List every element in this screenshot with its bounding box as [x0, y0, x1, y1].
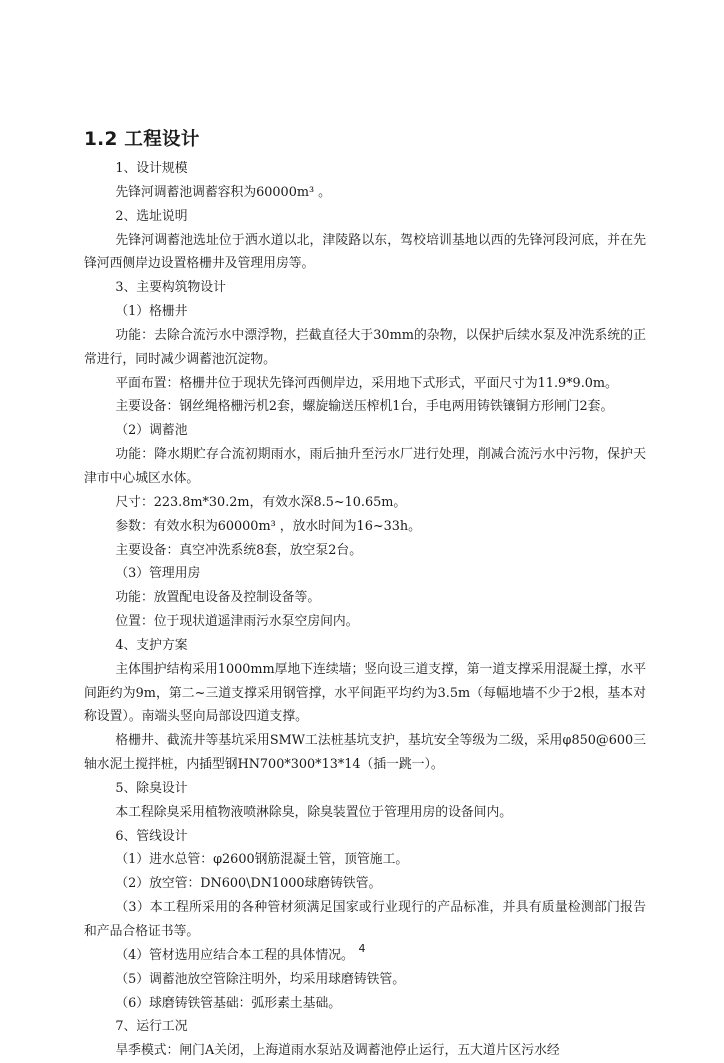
paragraph: （3）本工程所采用的各种管材须满足国家或行业现行的产品标准，并具有质量检测部门报告和产品合格证书等。	[84, 900, 646, 939]
paragraph: 7、运行工况	[115, 1019, 188, 1035]
paragraph: （1）进水总管：φ2600钢筋混凝土管，顶管施工。	[115, 852, 409, 868]
paragraph: 平面布置：格栅井位于现状先锋河西侧岸边，采用地下式形式，平面尺寸为11.9*9.0m。	[115, 375, 618, 391]
paragraph: 格栅井、截流井等基坑采用SMW工法桩基坑支护，基坑安全等级为二级，采用φ850@600三轴水泥土搅拌桩，内插型钢HN700*300*13*14（插一跳一）。	[84, 733, 646, 773]
paragraph: （2）调蓄池	[115, 423, 188, 439]
paragraph: 位置：位于现状道遥津雨污水泵空房间内。	[115, 614, 359, 630]
paragraph: 先锋河调蓄池调蓄容积为60000m³ 。	[115, 184, 331, 200]
paragraph: 主要设备：真空冲洗系统8套，放空泵2台。	[115, 542, 362, 558]
paragraph: 本工程除臭采用植物液喷淋除臭，除臭装置位于管理用房的设备间内。	[115, 804, 513, 820]
paragraph: 6、管线设计	[115, 828, 188, 844]
page-number: 4	[358, 942, 366, 955]
paragraph: （2）放空管：DN600\DN1000球磨铸铁管。	[115, 876, 382, 892]
paragraph: 尺寸：223.8m*30.2m，有效水深8.5~10.65m。	[115, 494, 407, 510]
paragraph: 功能：去除合流污水中漂浮物，拦截直径大于30mm的杂物，以保护后续水泵及冲洗系统的正常进行，同时减少调蓄池沉淀物。	[84, 327, 646, 367]
paragraph: 参数：有效水积为60000m³ ，放水时间为16~33h。	[115, 518, 421, 534]
section-heading: 1.2 工程设计	[84, 129, 200, 150]
paragraph: （3）管理用房	[115, 566, 201, 582]
paragraph: 1、设计规模	[115, 161, 188, 176]
paragraph: 功能：放置配电设备及控制设备等。	[115, 590, 321, 606]
paragraph: 旱季模式：闸门A关闭，上海道雨水泵站及调蓄池停止运行，五大道片区污水经	[115, 1043, 560, 1059]
paragraph: 2、选址说明	[115, 208, 188, 224]
paragraph: 主体围护结构采用1000mm厚地下连续墙；竖向设三道支撑，第一道支撑采用混凝土撑，水平间距约为9m，第二~三道支撑采用钢管撑，水平间距平均约为3.5m（每幅地墙不少于2根，基本对称设置）。南端头竖向局部设四道支撑。	[84, 661, 646, 725]
paragraph: 主要设备：钢丝绳格栅污机2套，螺旋输送压榨机1台，手电两用铸铁镶铜方形闸门2套。	[115, 399, 614, 415]
paragraph: 功能：降水期贮存合流初期雨水，雨后抽升至污水厂进行处理，削减合流污水中污物，保护天津市中心城区水体。	[84, 447, 646, 486]
paragraph: 先锋河调蓄池选址位于洒水道以北，津陵路以东，驾校培训基地以西的先锋河段河底，并在先锋河西侧岸边设置格栅井及管理用房等。	[84, 232, 646, 272]
paragraph: （6）球磨铸铁管基础：弧形素土基础。	[115, 995, 342, 1011]
paragraph: 5、除臭设计	[115, 780, 188, 796]
paragraph: （4）管材选用应结合本工程的具体情况。	[115, 947, 354, 963]
paragraph: 3、主要构筑物设计	[115, 280, 226, 296]
paragraph: 4、支护方案	[115, 637, 188, 653]
paragraph: （1）格栅井	[115, 304, 188, 320]
paragraph: （5）调蓄池放空管除注明外，均采用球磨铸铁管。	[115, 971, 406, 987]
document-body	[84, 157, 646, 1063]
